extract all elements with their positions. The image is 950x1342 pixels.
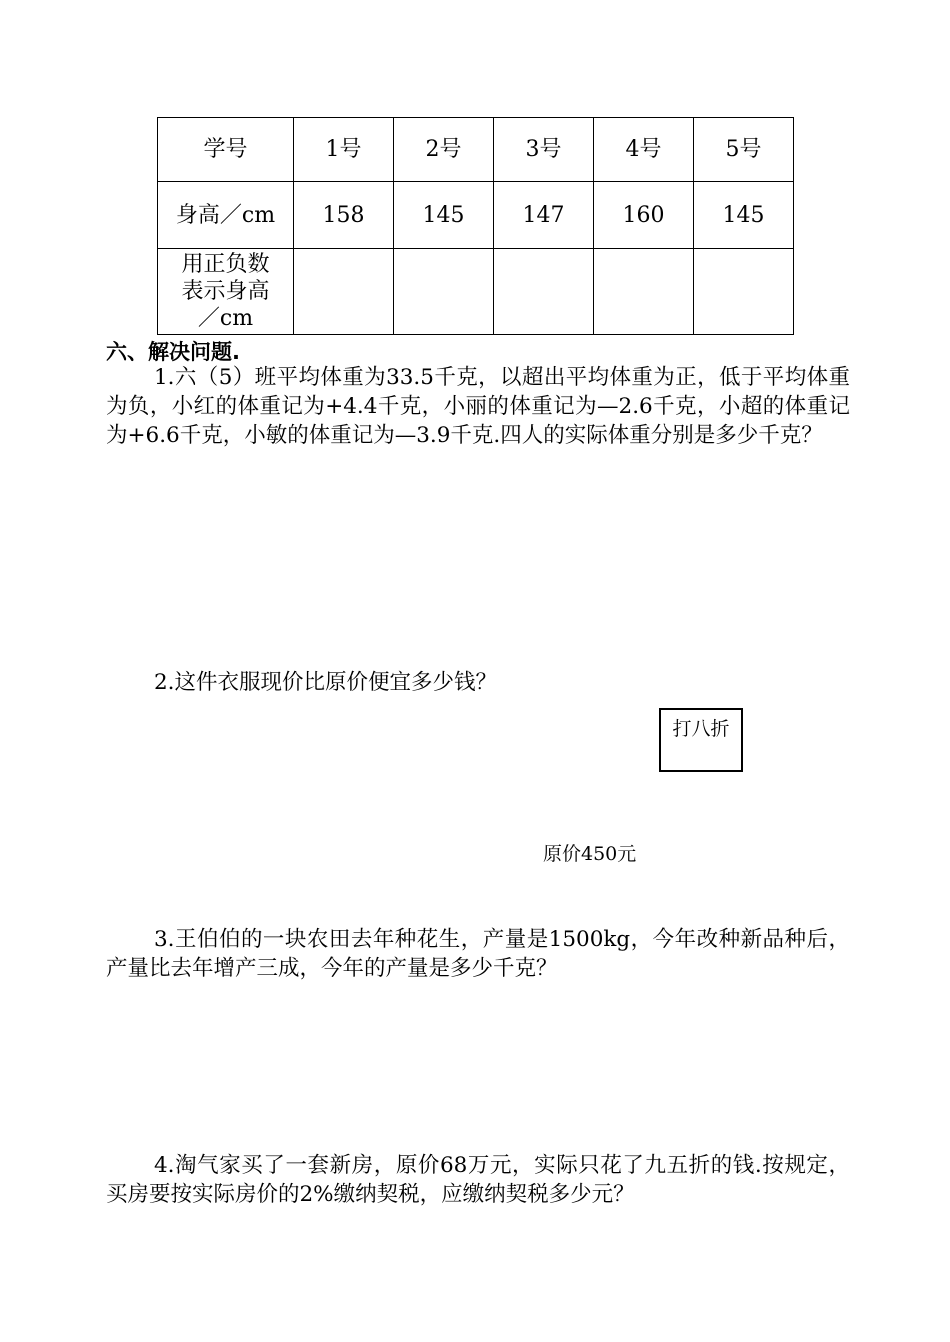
table-cell: 160 [594, 182, 694, 249]
table-row [158, 182, 794, 249]
answer-cell[interactable] [394, 249, 494, 335]
row-label [158, 249, 294, 335]
table-cell: 158 [294, 182, 394, 249]
table-header-cell: 1号 [294, 118, 394, 182]
answer-cell[interactable] [294, 249, 394, 335]
problem-4: 4.淘气家买了一套新房，原价68万元，实际只花了九五折的钱.按规定，买房要按实际房价的2%缴纳契税，应缴纳契税多少元？ [106, 1153, 850, 1207]
height-table [157, 117, 794, 335]
table-cell: 145 [694, 182, 794, 249]
table-header-row [158, 118, 794, 182]
table-row [158, 249, 794, 335]
problem-3: 3.王伯伯的一块农田去年种花生，产量是1500kg，今年改种新品种后，产量比去年增产三成，今年的产量是多少千克？ [106, 927, 850, 981]
row-label-line: ／cm [197, 306, 254, 331]
section-title: 六、解决问题. [106, 340, 240, 364]
discount-tag-label: 打八折 [672, 718, 730, 740]
row-label-line: 表示身高 [181, 279, 270, 304]
problem-2: 2.这件衣服现价比原价便宜多少钱？ [154, 670, 498, 695]
answer-cell[interactable] [694, 249, 794, 335]
table-header-cell: 学号 [158, 118, 294, 182]
row-label-line: 用正负数 [181, 252, 270, 277]
discount-tag [659, 708, 743, 772]
answer-cell[interactable] [494, 249, 594, 335]
table-header-cell: 2号 [394, 118, 494, 182]
table-cell: 145 [394, 182, 494, 249]
table-header-cell: 3号 [494, 118, 594, 182]
problem-1: 1.六（5）班平均体重为33.5千克，以超出平均体重为正，低于平均体重为负，小红的体重记为+4.4千克，小丽的体重记为—2.6千克，小超的体重记为+6.6千克，小敏的体重记为—3.9千克.四人的实际体重分别是多少千克？ [106, 365, 850, 448]
table-header-cell: 5号 [694, 118, 794, 182]
answer-cell[interactable] [594, 249, 694, 335]
original-price: 原价450元 [543, 843, 637, 865]
table-cell: 147 [494, 182, 594, 249]
table-header-cell: 4号 [594, 118, 694, 182]
row-label: 身高／cm [158, 182, 294, 249]
